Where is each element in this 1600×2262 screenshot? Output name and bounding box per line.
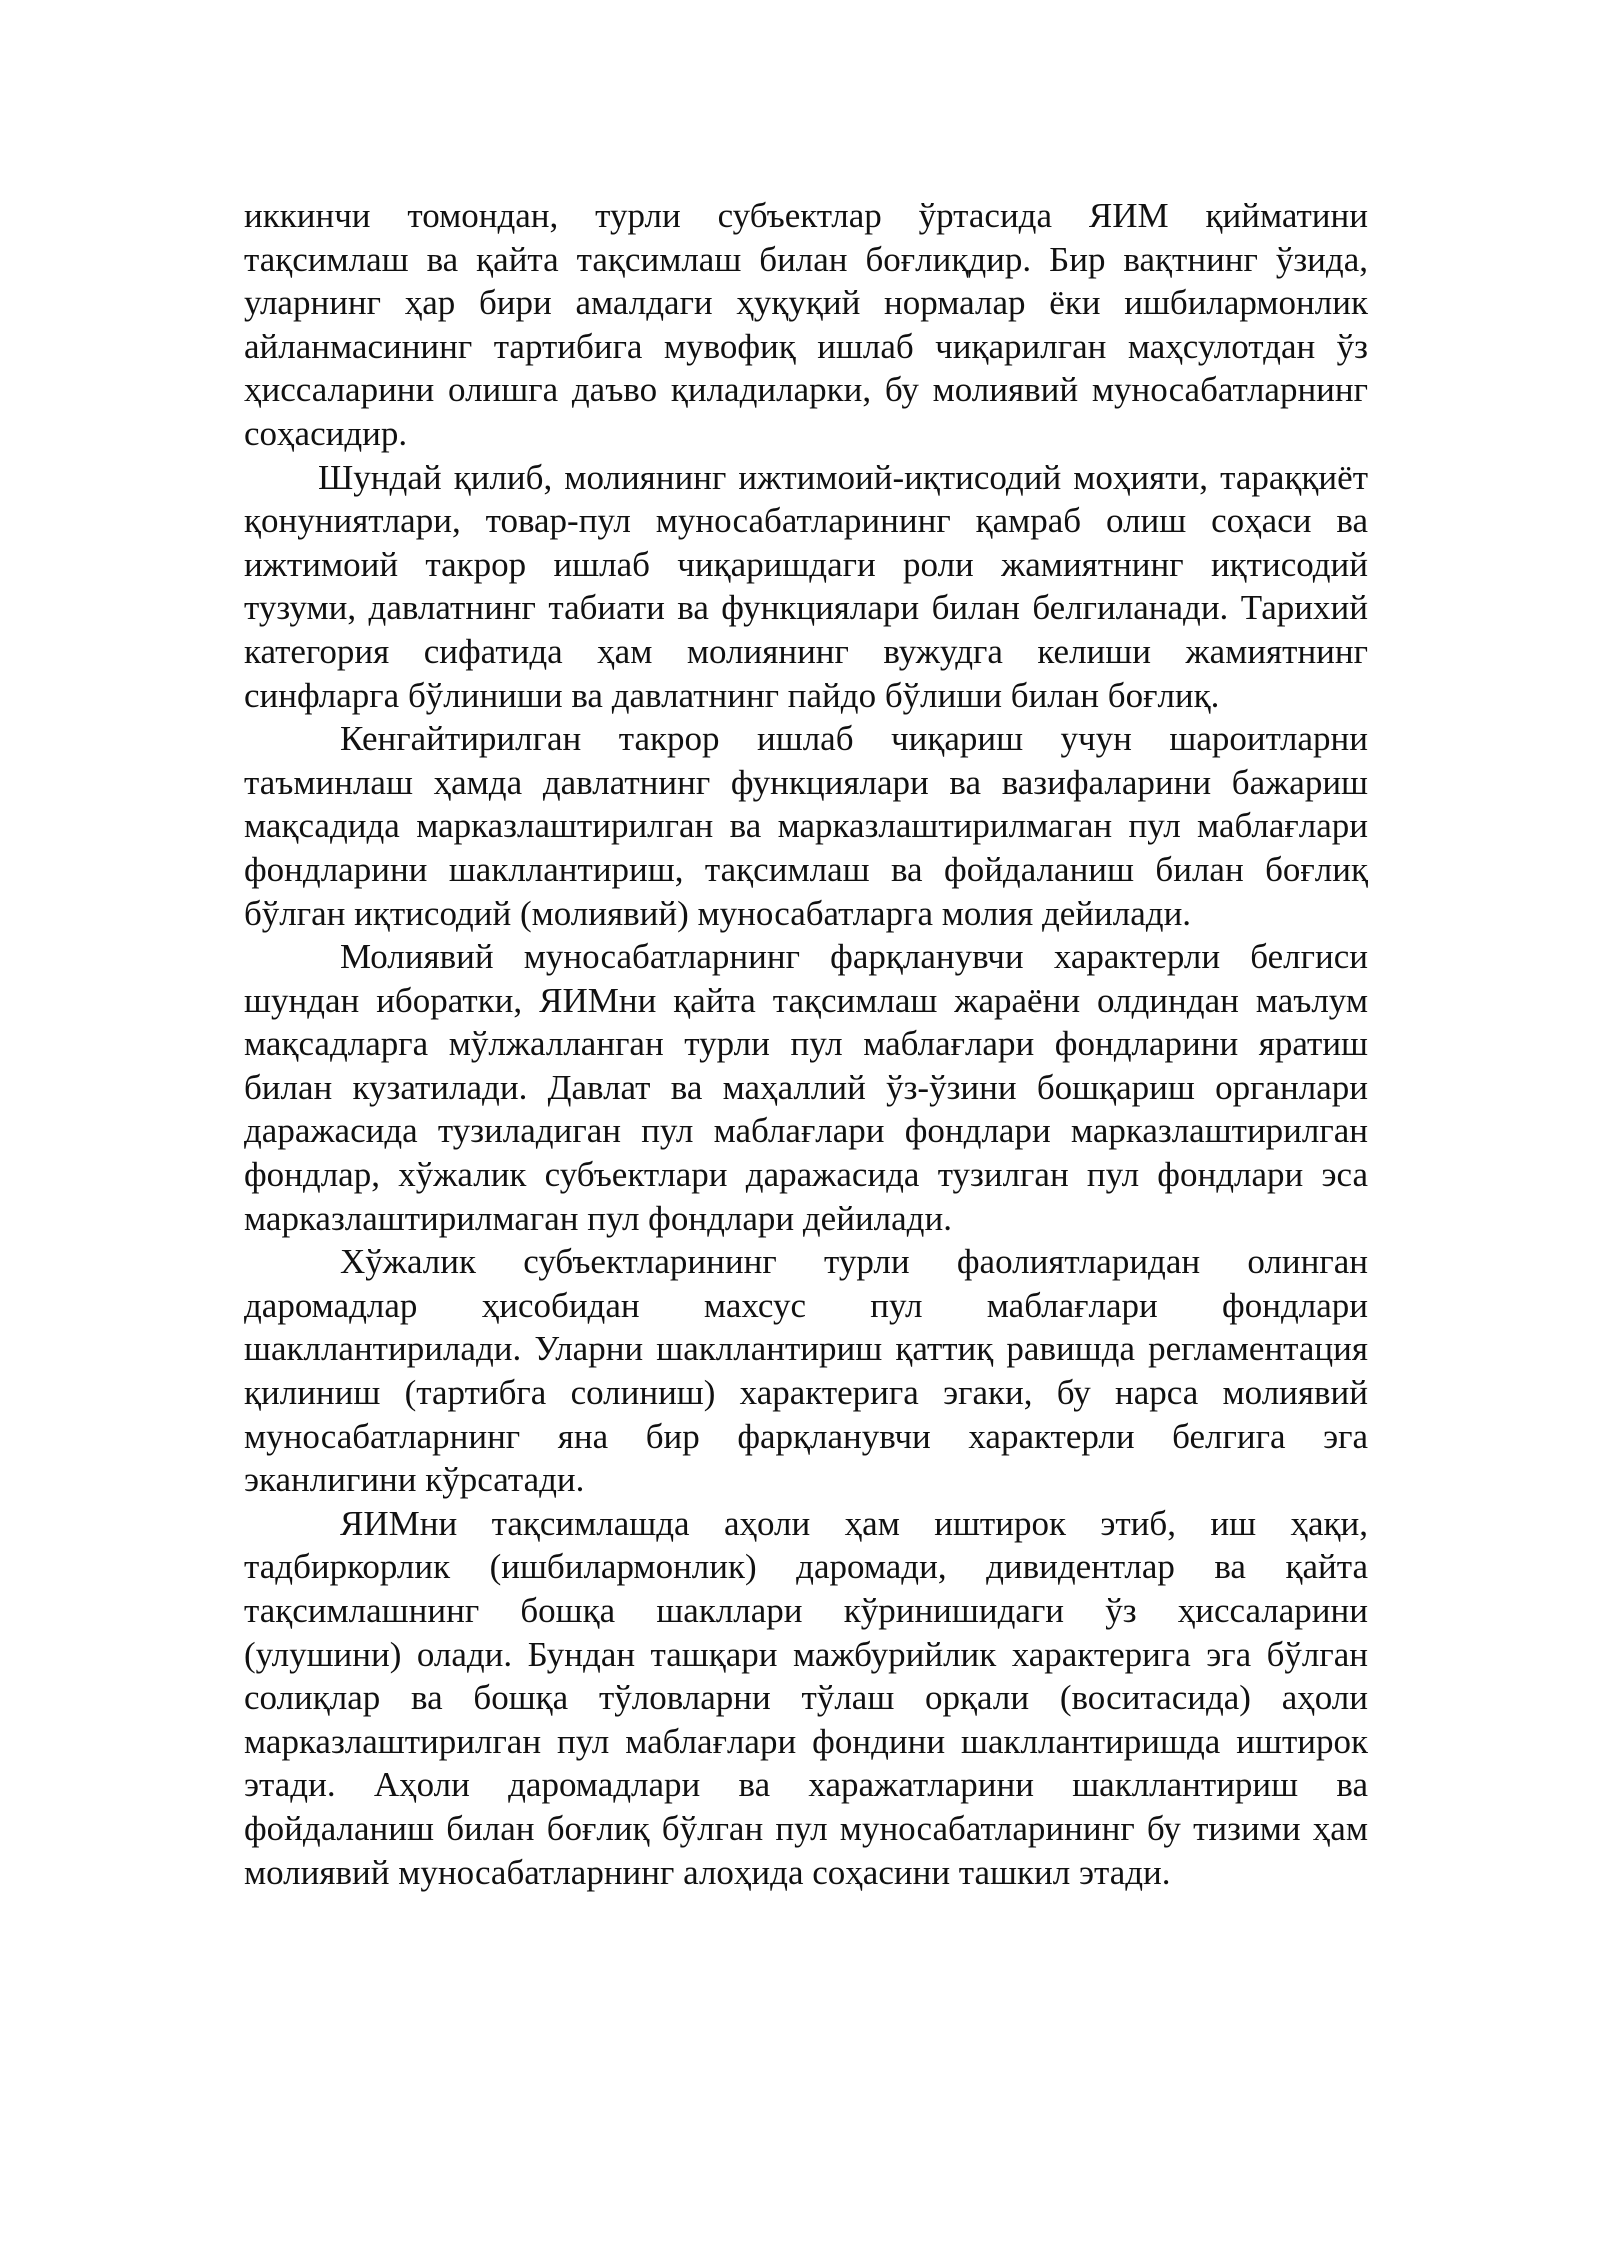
paragraph: Шундай қилиб, молиянинг ижтимоий-иқтисодий моҳияти, тараққиёт қонуниятлари, товар-пул муносабатларининг қамраб олиш соҳаси ва ижтимоий такрор ишлаб чиқаришдаги роли жамиятнинг иқтисодий тузуми, давлатнинг табиати ва функциялари билан белгиланади. Тарихий категория сифатида ҳам молиянинг вужудга келиши жамиятнинг синфларга бўлиниши ва давлатнинг пайдо бўлиши билан боғлиқ. <box>244 457 1368 715</box>
paragraph: ЯИМни тақсимлашда аҳоли ҳам иштирок этиб, иш ҳақи, тадбиркорлик (ишбилармонлик) даромади, дивидентлар ва қайта тақсимлашнинг бошқа шакллари кўринишидаги ўз ҳиссаларини (улушини) олади. Бундан ташқари мажбурийлик характерига эга бўлган солиқлар ва бошқа тўловларни тўлаш орқали (воситасида) аҳоли марказлаштирилган пул маблағлари фондини шакллантиришда иштирок этади. Аҳоли даромадлари ва харажатларини шакллантириш ва фойдаланиш билан боғлиқ бўлган пул муносабатларининг бу тизими ҳам молиявий муносабатларнинг алоҳида соҳасини ташкил этади. <box>244 1503 1368 1892</box>
paragraph: Хўжалик субъектларининг турли фаолиятларидан олинган даромадлар ҳисобидан махсус пул маблағлари фондлари шакллантирилади. Уларни шакллантириш қаттиқ равишда регламентация қилиниш (тартибга солиниш) характерига эгаки, бу нарса молиявий муносабатларнинг яна бир фарқланувчи характерли белгига эга эканлигини кўрсатади. <box>244 1242 1368 1500</box>
document-page <box>244 194 1368 1894</box>
paragraph: Кенгайтирилган такрор ишлаб чиқариш учун шароитларни таъминлаш ҳамда давлатнинг функциялари ва вазифаларини бажариш мақсадида марказлаштирилган ва марказлаштирилмаган пул маблағлари фондларини шакллантириш, тақсимлаш ва фойдаланиш билан боғлиқ бўлган иқтисодий (молиявий) муносабатларга молия дейилади. <box>244 719 1368 933</box>
paragraph: Молиявий муносабатларнинг фарқланувчи характерли белгиси шундан иборатки, ЯИМни қайта тақсимлаш жараёни олдиндан маълум мақсадларга мўлжалланган турли пул маблағлари фондларини яратиш билан кузатилади. Давлат ва маҳаллий ўз-ўзини бошқариш органлари даражасида тузиладиган пул маблағлари фондлари марказлаштирилган фондлар, хўжалик субъектлари даражасида тузилган пул фондлари эса марказлаштирилмаган пул фондлари дейилади. <box>244 937 1368 1238</box>
paragraph: иккинчи томондан, турли субъектлар ўртасида ЯИМ қийматини тақсимлаш ва қайта тақсимлаш билан боғлиқдир. Бир вақтнинг ўзида, уларнинг ҳар бири амалдаги ҳуқуқий нормалар ёки ишбилармонлик айланмасининг тартибига мувофиқ ишлаб чиқарилган маҳсулотдан ўз ҳиссаларини олишга даъво қиладиларки, бу молиявий муносабатларнинг соҳасидир. <box>244 196 1368 453</box>
